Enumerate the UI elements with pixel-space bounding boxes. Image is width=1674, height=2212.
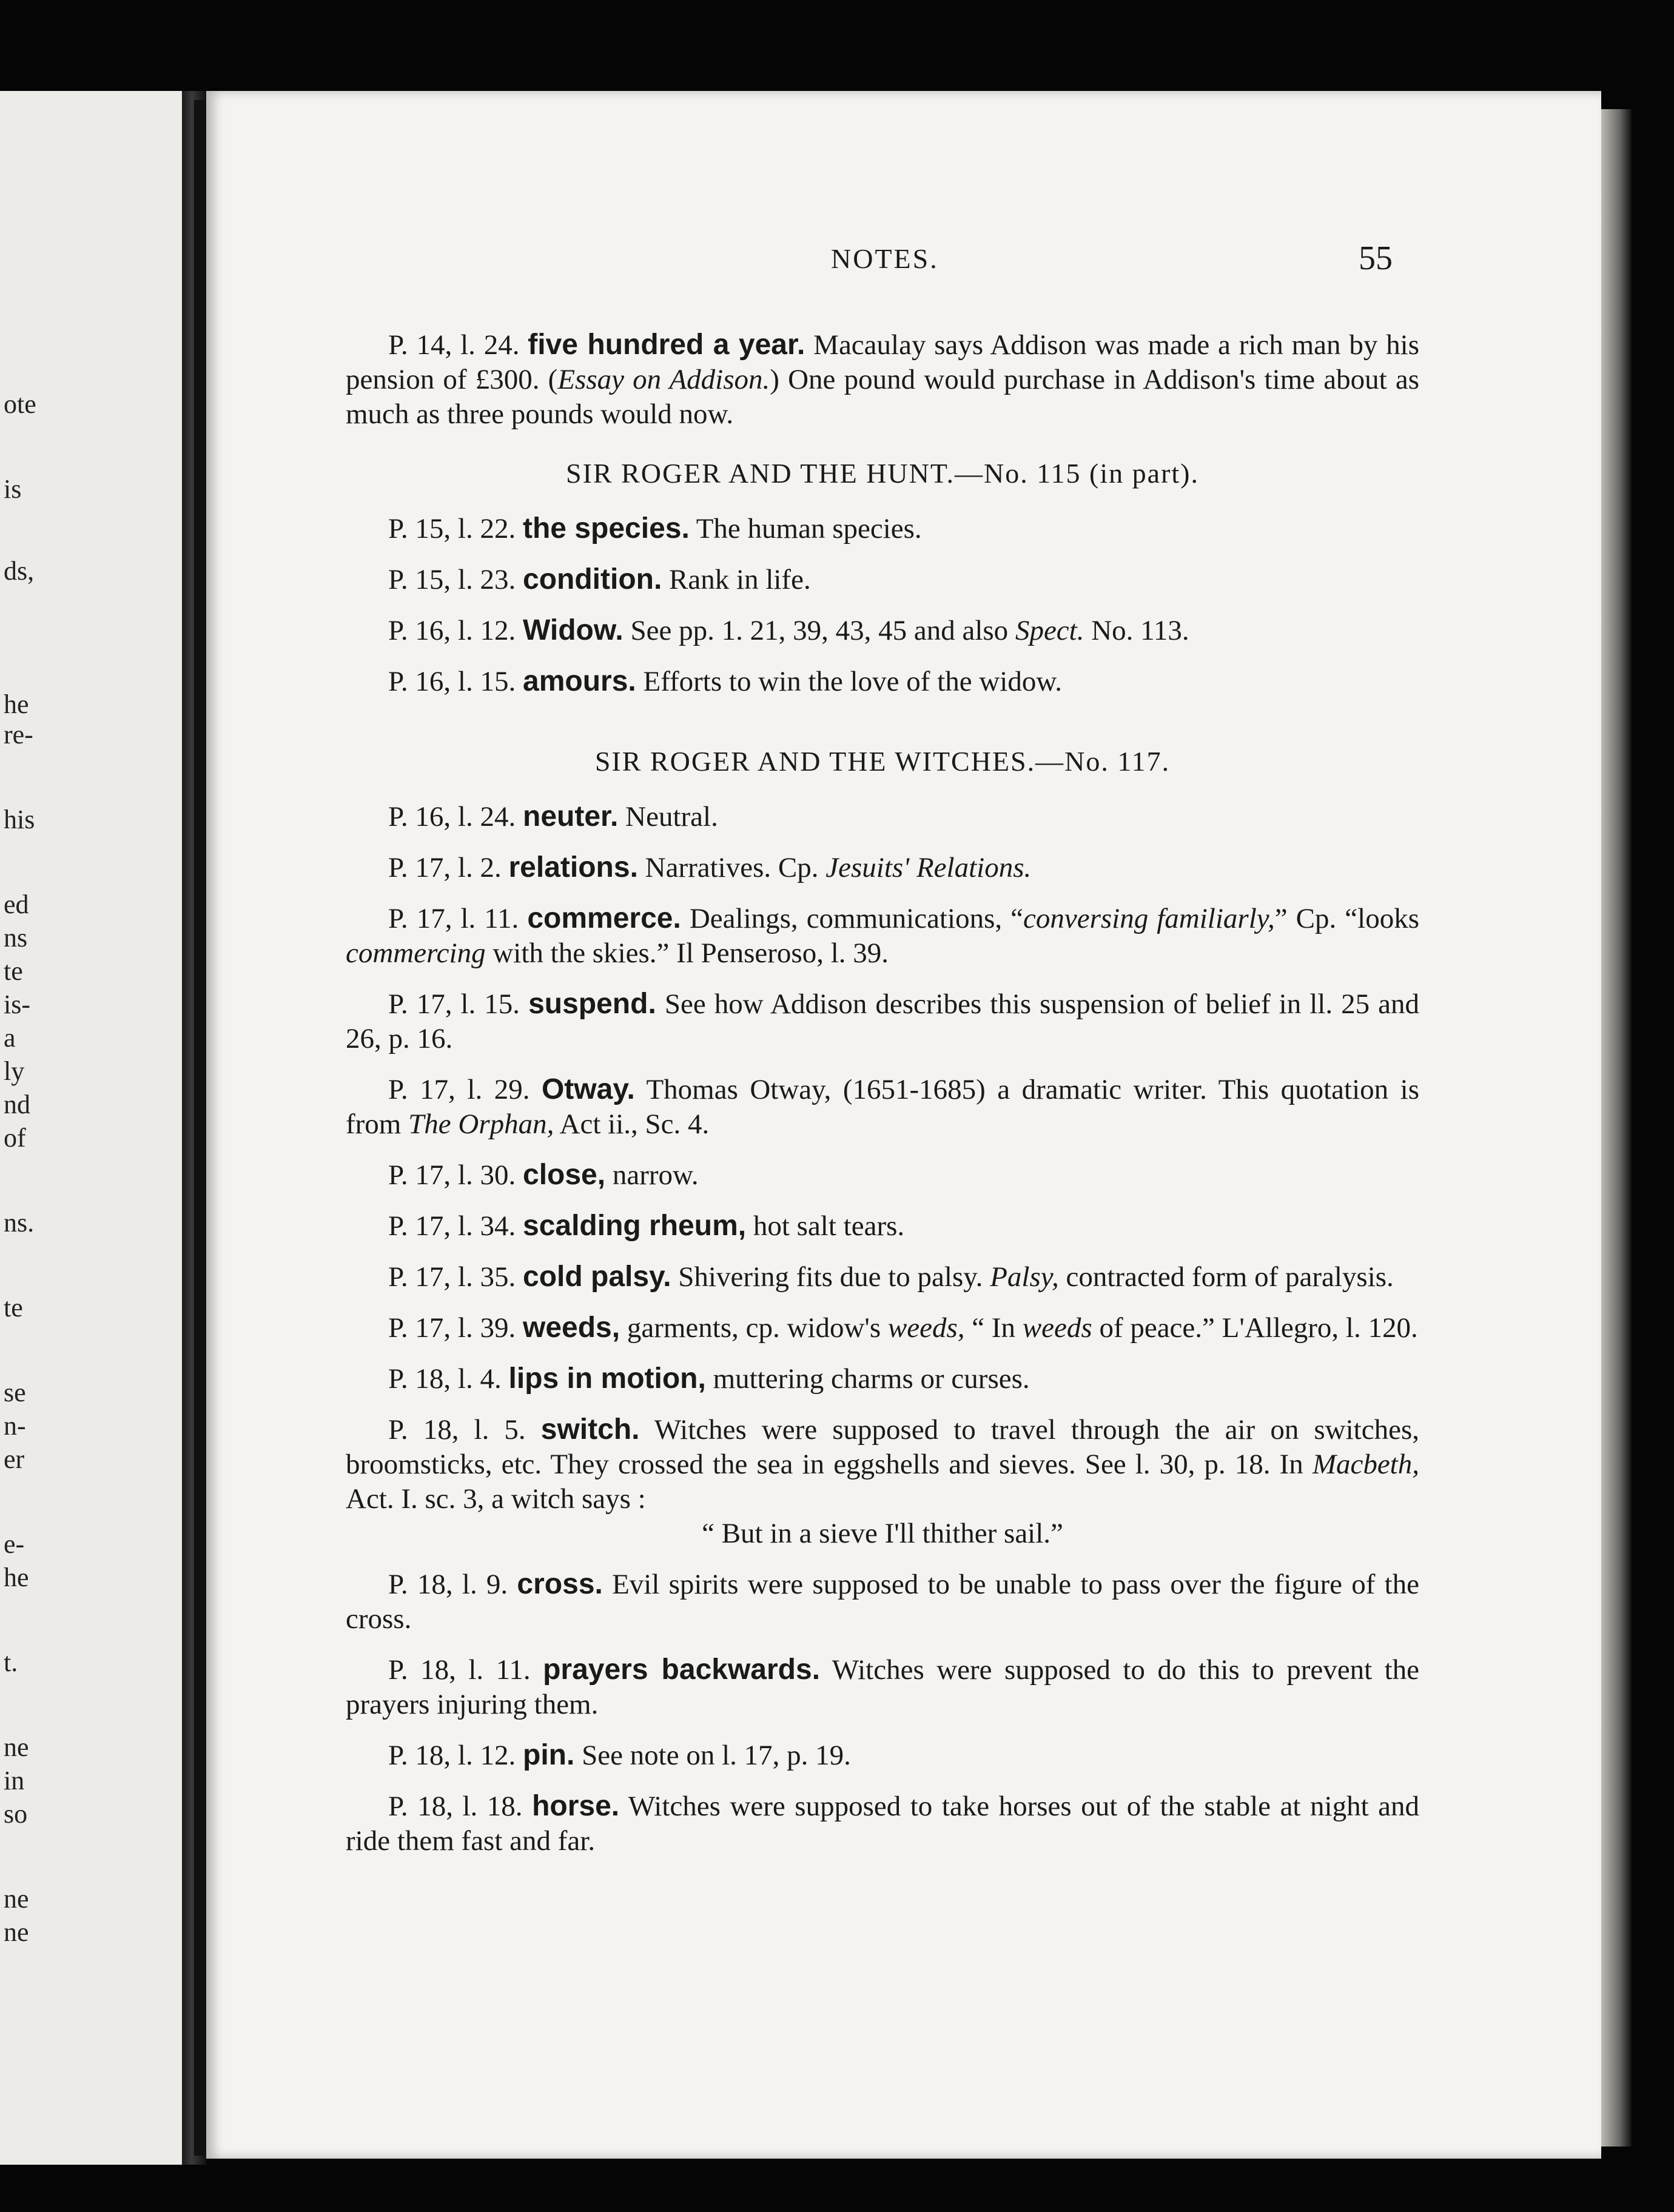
left-fragment: ne <box>4 1917 29 1947</box>
note-italic: Macbeth, <box>1312 1449 1419 1480</box>
note-term: Otway. <box>541 1073 635 1105</box>
note-text: Act ii., Sc. 4. <box>559 1108 710 1140</box>
note-text: The human species. <box>696 513 922 545</box>
note-term: cold palsy. <box>523 1261 671 1293</box>
note-text: Rank in life. <box>669 564 811 595</box>
note-entry <box>346 799 1419 834</box>
left-fragment: his <box>4 805 35 834</box>
page-header <box>206 240 1601 285</box>
left-fragment: he <box>4 1563 29 1592</box>
note-entry <box>346 1567 1419 1637</box>
note-entry <box>346 562 1419 597</box>
note-term: Widow. <box>523 614 624 646</box>
note-entry <box>346 1259 1419 1295</box>
note-text: Neutral. <box>625 801 718 833</box>
note-entry <box>346 1310 1419 1346</box>
note-entry <box>346 327 1419 432</box>
note-text: See how Addison describes this suspension of belief in ll. 25 and 26, p. 16. <box>346 988 1420 1054</box>
note-ref: P. 18, l. 5. <box>388 1414 526 1446</box>
left-fragment: ly <box>4 1056 25 1086</box>
note-ref: P. 18, l. 4. <box>388 1363 502 1395</box>
note-text: Dealings, communications, “ <box>689 903 1023 934</box>
page-edge <box>1601 109 1632 2147</box>
note-text: No. 113. <box>1091 615 1189 646</box>
note-ref: P. 17, l. 11. <box>388 903 519 934</box>
note-text: Shivering fits due to palsy. <box>678 1261 983 1293</box>
page-number: 55 <box>1359 240 1393 277</box>
note-text: See note on l. 17, p. 19. <box>582 1740 851 1771</box>
note-text: Macaulay says Addison was made a rich man by his pension of £300. ( <box>346 329 1420 395</box>
note-text: hot salt tears. <box>753 1210 905 1242</box>
left-fragment: in <box>4 1766 25 1795</box>
left-fragment: re- <box>4 720 33 749</box>
note-text: narrow. <box>612 1159 699 1191</box>
left-fragment: n- <box>4 1411 26 1441</box>
note-ref: P. 17, l. 30. <box>388 1159 516 1191</box>
note-term: close, <box>523 1159 606 1191</box>
left-fragment: ed <box>4 890 29 919</box>
note-ref: P. 15, l. 22. <box>388 513 516 545</box>
note-entry <box>346 1652 1419 1722</box>
left-fragment: se <box>4 1378 26 1407</box>
left-fragment: er <box>4 1444 25 1474</box>
note-text: muttering charms or curses. <box>713 1363 1030 1395</box>
running-head: NOTES. <box>831 243 939 274</box>
left-fragment: is <box>4 474 22 504</box>
note-text: Witches were supposed to travel through the air on switches, broomsticks, etc. They crossed the sea in eggshells and sieves. See l. 30, p. 18. In <box>346 1414 1419 1480</box>
left-fragment: t. <box>4 1647 18 1677</box>
note-term: lips in motion, <box>508 1362 706 1395</box>
note-term: relations. <box>508 851 638 883</box>
note-entry <box>346 1208 1419 1244</box>
note-italic: The Orphan, <box>408 1108 554 1140</box>
note-ref: P. 17, l. 15. <box>388 988 520 1020</box>
notes-body <box>346 327 1419 1874</box>
left-fragment: he <box>4 689 29 719</box>
note-text: Witches were supposed to do this to prevent the prayers injuring them. <box>346 1654 1419 1720</box>
section-title: SIR ROGER AND THE HUNT.—No. 115 (in part). <box>566 458 1199 489</box>
note-term: weeds, <box>523 1312 620 1344</box>
left-fragment: e- <box>4 1529 25 1559</box>
note-term: neuter. <box>523 800 619 833</box>
section-title: SIR ROGER AND THE WITCHES.—No. 117. <box>594 746 1171 777</box>
left-fragment: ns <box>4 923 28 953</box>
note-text: ) One pound would purchase in Addison's time about as much as three pounds would now. <box>346 364 1419 430</box>
left-fragment: is- <box>4 990 30 1019</box>
note-text: Efforts to win the love of the widow. <box>643 666 1063 697</box>
note-italic: conversing familiarly, <box>1023 903 1275 934</box>
note-italic: weeds, <box>887 1312 965 1344</box>
left-fragment: so <box>4 1799 28 1829</box>
note-text: of peace.” L'Allegro, l. 120. <box>1099 1312 1418 1344</box>
note-entry <box>346 1072 1419 1142</box>
note-term: cross. <box>517 1568 603 1600</box>
note-ref: P. 18, l. 12. <box>388 1740 516 1771</box>
note-text: Narratives. Cp. <box>645 852 819 883</box>
note-term: amours. <box>523 665 636 697</box>
left-fragment: of <box>4 1123 26 1153</box>
note-entry <box>346 1789 1419 1858</box>
note-text: “ In <box>972 1312 1016 1344</box>
facing-page-fragment <box>0 91 182 2165</box>
left-fragment: a <box>4 1023 16 1053</box>
note-entry <box>346 511 1419 546</box>
note-term: the species. <box>523 512 690 545</box>
verse-quote: “ But in a sieve I'll thither sail.” <box>702 1518 1063 1549</box>
note-text: contracted form of paralysis. <box>1066 1261 1394 1293</box>
note-ref: P. 15, l. 23. <box>388 564 516 595</box>
note-ref: P. 17, l. 35. <box>388 1261 516 1293</box>
left-fragment: ne <box>4 1732 29 1762</box>
note-ref: P. 14, l. 24. <box>388 329 520 361</box>
note-term: commerce. <box>527 902 681 934</box>
note-ref: P. 18, l. 9. <box>388 1569 508 1600</box>
note-term: pin. <box>523 1739 575 1771</box>
note-ref: P. 16, l. 24. <box>388 801 516 833</box>
note-italic: Essay on Addison. <box>557 364 770 395</box>
note-ref: P. 17, l. 2. <box>388 852 502 883</box>
note-text: ” Cp. “looks <box>1274 903 1420 934</box>
left-fragment: te <box>4 1293 23 1322</box>
left-fragment: te <box>4 956 23 986</box>
note-ref: P. 16, l. 12. <box>388 615 516 646</box>
note-text: Act. I. sc. 3, a witch says : <box>346 1483 646 1515</box>
note-text: See pp. 1. 21, 39, 43, 45 and also <box>630 615 1009 646</box>
note-term: switch. <box>540 1413 640 1446</box>
note-ref: P. 17, l. 34. <box>388 1210 516 1242</box>
note-entry <box>346 613 1419 648</box>
note-italic: Spect. <box>1015 615 1084 646</box>
note-entry <box>346 850 1419 885</box>
page-binding-edge <box>194 100 207 2156</box>
note-term: condition. <box>523 563 662 595</box>
note-term: scalding rheum, <box>523 1210 747 1242</box>
note-entry <box>346 1361 1419 1396</box>
note-entry <box>346 1158 1419 1193</box>
note-italic: weeds <box>1022 1312 1092 1344</box>
note-ref: P. 17, l. 29. <box>388 1074 530 1105</box>
left-fragment: ns. <box>4 1208 35 1238</box>
left-fragment: ote <box>4 389 36 419</box>
note-text: Evil spirits were supposed to be unable to pass over the figure of the cross. <box>346 1569 1419 1635</box>
note-entry <box>346 987 1419 1056</box>
note-ref: P. 18, l. 18. <box>388 1791 523 1822</box>
note-entry <box>346 901 1419 971</box>
page <box>206 91 1601 2159</box>
note-entry <box>346 1412 1419 1551</box>
left-fragment: ds, <box>4 556 35 586</box>
note-entry <box>346 1738 1419 1773</box>
note-ref: P. 16, l. 15. <box>388 666 516 697</box>
note-term: prayers backwards. <box>543 1654 821 1686</box>
note-text: Witches were supposed to take horses out of the stable at night and ride them fast and far. <box>346 1791 1420 1857</box>
note-term: five hundred a year. <box>528 329 805 361</box>
note-text: Thomas Otway, (1651-1685) a dramatic writer. This quotation is from <box>346 1074 1419 1140</box>
left-fragment: ne <box>4 1884 29 1914</box>
note-ref: P. 17, l. 39. <box>388 1312 516 1344</box>
note-text: garments, cp. widow's <box>627 1312 881 1344</box>
note-italic: Palsy, <box>990 1261 1059 1293</box>
note-italic: Jesuits' Relations. <box>825 852 1032 883</box>
note-term: suspend. <box>528 988 656 1020</box>
note-term: horse. <box>532 1790 620 1822</box>
left-fragment: nd <box>4 1090 30 1119</box>
note-ref: P. 18, l. 11. <box>388 1654 531 1686</box>
note-entry <box>346 664 1419 699</box>
note-italic: commercing <box>346 937 486 969</box>
note-text: with the skies.” Il Penseroso, l. 39. <box>492 937 889 969</box>
